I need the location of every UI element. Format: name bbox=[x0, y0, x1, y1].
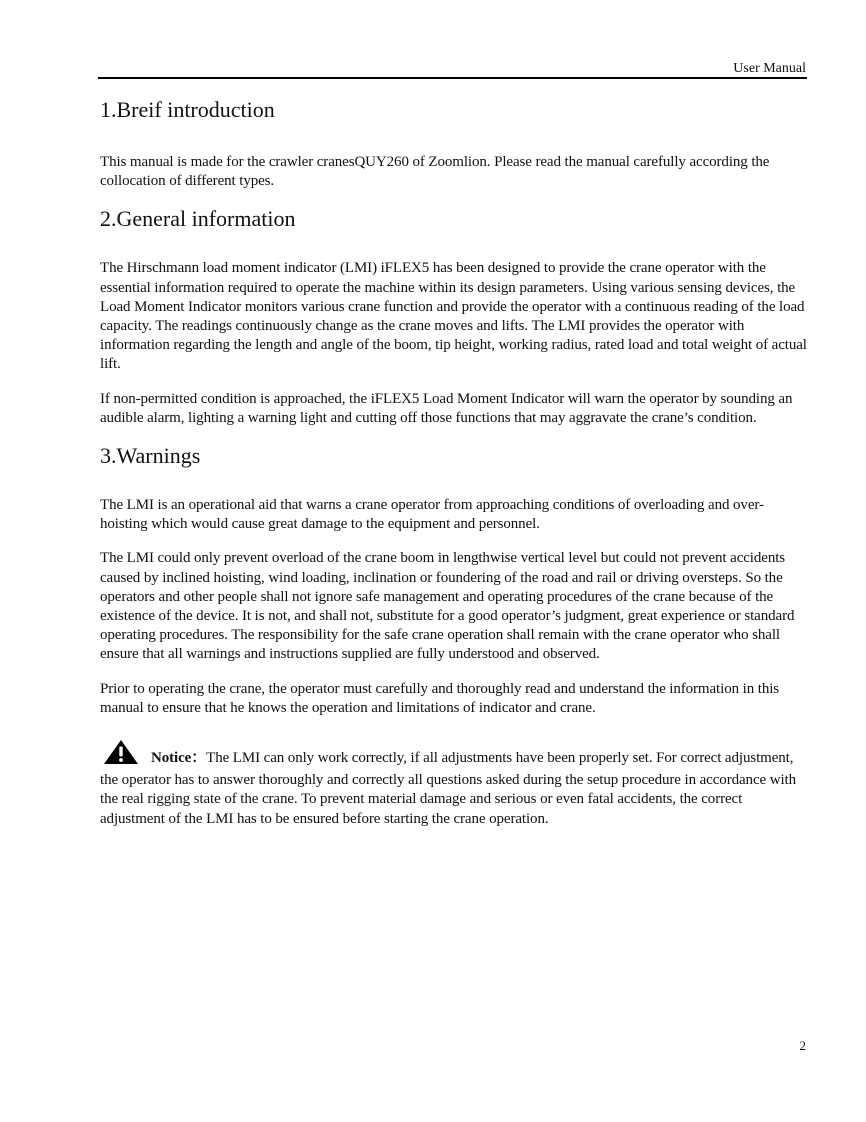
paragraph: The Hirschmann load moment indicator (LMI) iFLEX5 has been designed to provide the crane operator with the essential information required to operate the machine within its design parameters. Using various sensing devices, the Load Moment Indicator monitors various crane function and provide the operator with a continuous reading of the load capacity. The readings continuously change as the crane moves and lifts. The LMI provides the operator with information regarding the length and angle of the boom, tip height, working radius, rated load and total weight of actual lift. bbox=[100, 260, 807, 373]
page-content bbox=[100, 96, 810, 829]
paragraph: This manual is made for the crawler cranesQUY260 of Zoomlion. Please read the manual carefully according the collocation of different types. bbox=[100, 154, 770, 190]
notice-text: The LMI can only work correctly, if all adjustments have been properly set. For correct adjustment, the operator has to answer thoroughly and correctly all questions asked during the setup procedure in accordance with the real rigging state of the crane. To prevent material damage and serious or even fatal accidents, the correct adjustment of the LMI has to be ensured before starting the crane operation. bbox=[100, 750, 796, 827]
section-title: 3.Warnings bbox=[100, 443, 201, 469]
running-header: User Manual bbox=[733, 61, 806, 76]
warning-triangle-icon bbox=[103, 739, 139, 771]
section-warnings bbox=[100, 442, 810, 718]
paragraph: The LMI is an operational aid that warns a crane operator from approaching conditions of overloading and over-hoisting which would cause great damage to the equipment and personnel. bbox=[100, 497, 764, 533]
paragraph: Prior to operating the crane, the operator must carefully and thoroughly read and understand the information in this manual to ensure that he knows the operation and limitations of indicator and crane. bbox=[100, 680, 780, 716]
paragraph: The LMI could only prevent overload of the crane boom in lengthwise vertical level but could not prevent accidents caused by inclined hoisting, wind loading, inclination or foundering of the road and rail or driving oversteps. So the operators and other people shall not ignore safe management and operating procedures of the crane because of the existence of the device. It is not, and shall not, substitute for a good operator’s judgment, great experience or standard operating procedures. The responsibility for the safe crane operation shall remain with the crane operator who shall ensure that all warnings and instructions supplied are fully understood and observed. bbox=[100, 550, 795, 663]
paragraph: If non-permitted condition is approached, the iFLEX5 Load Moment Indicator will warn the operator by sounding an audible alarm, lighting a warning light and cutting off those functions that may aggravate the crane’s condition. bbox=[100, 390, 793, 426]
page-number: 2 bbox=[799, 1038, 806, 1053]
section-introduction bbox=[100, 96, 810, 191]
section-title: 2.General information bbox=[100, 206, 296, 232]
header-rule bbox=[98, 77, 807, 79]
notice-label: Notice： bbox=[151, 750, 207, 767]
section-title: 1.Breif introduction bbox=[100, 97, 275, 122]
notice-paragraph bbox=[100, 739, 810, 829]
notice-block bbox=[100, 739, 810, 829]
section-general-information bbox=[100, 205, 810, 428]
